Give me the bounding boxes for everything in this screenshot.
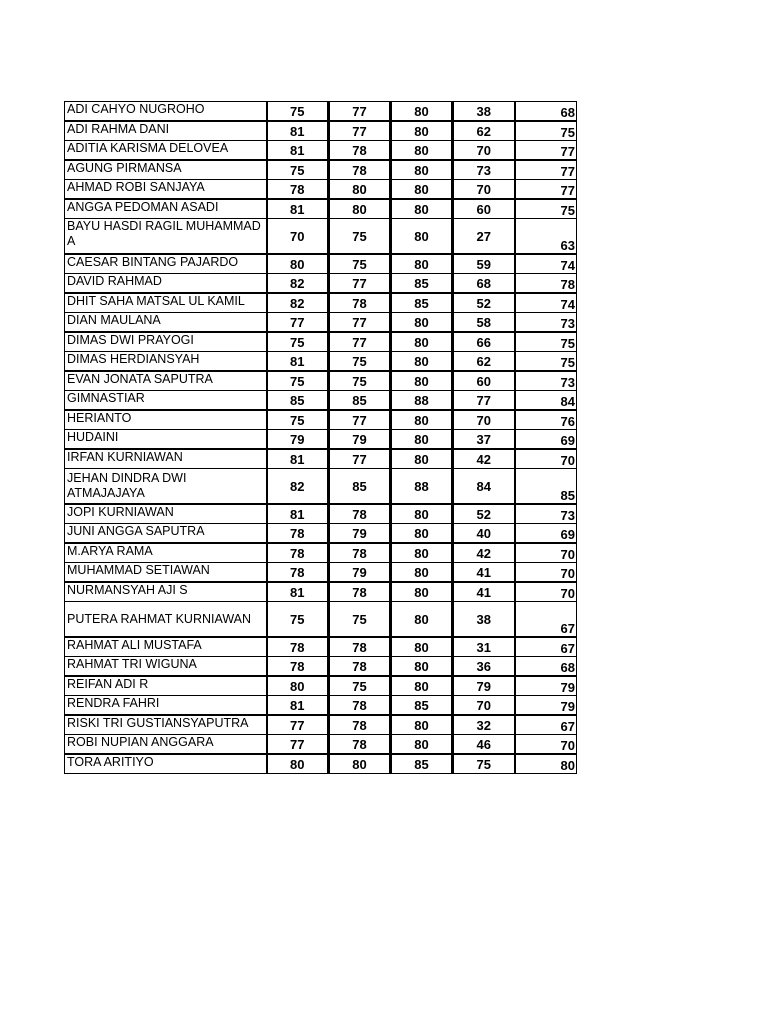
table-row [65, 524, 577, 544]
score-1-cell: 81 [267, 141, 329, 161]
student-name-cell: AGUNG PIRMANSA [65, 160, 267, 180]
final-score-cell: 74 [515, 254, 577, 274]
final-score-cell: 68 [515, 102, 577, 122]
final-score-cell: 70 [515, 582, 577, 602]
final-score-cell: 77 [515, 180, 577, 200]
final-score-cell: 75 [515, 352, 577, 372]
score-4-cell: 70 [453, 696, 515, 716]
score-2-cell: 79 [329, 430, 391, 450]
table-row [65, 141, 577, 161]
score-2-cell: 77 [329, 313, 391, 333]
score-4-cell: 38 [453, 102, 515, 122]
score-2-cell: 79 [329, 524, 391, 544]
score-3-cell: 85 [391, 754, 453, 774]
table-row [65, 274, 577, 294]
score-2-cell: 77 [329, 332, 391, 352]
score-4-cell: 58 [453, 313, 515, 333]
score-4-cell: 42 [453, 449, 515, 469]
table-row [65, 676, 577, 696]
score-1-cell: 77 [267, 735, 329, 755]
student-name-cell: HUDAINI [65, 430, 267, 450]
score-1-cell: 75 [267, 102, 329, 122]
score-4-cell: 41 [453, 563, 515, 583]
student-name-cell: ANGGA PEDOMAN ASADI [65, 199, 267, 219]
student-name-cell: IRFAN KURNIAWAN [65, 449, 267, 469]
score-4-cell: 60 [453, 199, 515, 219]
score-2-cell: 77 [329, 410, 391, 430]
table-row [65, 293, 577, 313]
score-1-cell: 78 [267, 524, 329, 544]
score-3-cell: 80 [391, 102, 453, 122]
score-2-cell: 77 [329, 102, 391, 122]
student-name-cell: DIMAS HERDIANSYAH [65, 352, 267, 372]
final-score-cell: 69 [515, 524, 577, 544]
score-3-cell: 80 [391, 637, 453, 657]
table-row [65, 563, 577, 583]
score-2-cell: 78 [329, 141, 391, 161]
score-2-cell: 75 [329, 219, 391, 255]
score-1-cell: 85 [267, 391, 329, 411]
final-score-cell: 75 [515, 332, 577, 352]
score-4-cell: 46 [453, 735, 515, 755]
student-name-cell: AHMAD ROBI SANJAYA [65, 180, 267, 200]
table-row [65, 102, 577, 122]
score-2-cell: 77 [329, 449, 391, 469]
score-4-cell: 36 [453, 657, 515, 677]
score-3-cell: 80 [391, 160, 453, 180]
score-1-cell: 81 [267, 199, 329, 219]
student-name-cell: TORA ARITIYO [65, 754, 267, 774]
score-2-cell: 75 [329, 371, 391, 391]
score-3-cell: 80 [391, 371, 453, 391]
score-2-cell: 75 [329, 352, 391, 372]
final-score-cell: 75 [515, 121, 577, 141]
score-3-cell: 80 [391, 676, 453, 696]
score-1-cell: 82 [267, 469, 329, 505]
score-4-cell: 42 [453, 543, 515, 563]
student-name-cell: ADI CAHYO NUGROHO [65, 102, 267, 122]
table-row [65, 504, 577, 524]
score-1-cell: 75 [267, 332, 329, 352]
score-2-cell: 80 [329, 199, 391, 219]
student-name-cell: ADITIA KARISMA DELOVEA [65, 141, 267, 161]
score-3-cell: 80 [391, 121, 453, 141]
score-3-cell: 80 [391, 180, 453, 200]
score-2-cell: 80 [329, 180, 391, 200]
score-1-cell: 75 [267, 602, 329, 638]
score-1-cell: 80 [267, 754, 329, 774]
score-1-cell: 78 [267, 563, 329, 583]
score-1-cell: 81 [267, 449, 329, 469]
table-row [65, 696, 577, 716]
final-score-cell: 69 [515, 430, 577, 450]
score-3-cell: 80 [391, 563, 453, 583]
score-4-cell: 79 [453, 676, 515, 696]
final-score-cell: 67 [515, 602, 577, 638]
score-3-cell: 80 [391, 735, 453, 755]
score-1-cell: 70 [267, 219, 329, 255]
table-row [65, 657, 577, 677]
table-row [65, 391, 577, 411]
score-4-cell: 32 [453, 715, 515, 735]
score-3-cell: 80 [391, 410, 453, 430]
score-3-cell: 80 [391, 602, 453, 638]
final-score-cell: 74 [515, 293, 577, 313]
table-row [65, 410, 577, 430]
student-name-cell: JEHAN DINDRA DWI ATMAJAJAYA [65, 469, 267, 505]
score-4-cell: 52 [453, 293, 515, 313]
student-name-cell: RAHMAT TRI WIGUNA [65, 657, 267, 677]
final-score-cell: 78 [515, 274, 577, 294]
score-2-cell: 75 [329, 602, 391, 638]
score-2-cell: 78 [329, 657, 391, 677]
final-score-cell: 79 [515, 696, 577, 716]
final-score-cell: 73 [515, 313, 577, 333]
score-2-cell: 77 [329, 121, 391, 141]
table-row [65, 313, 577, 333]
score-1-cell: 80 [267, 254, 329, 274]
score-1-cell: 81 [267, 696, 329, 716]
score-3-cell: 85 [391, 696, 453, 716]
score-2-cell: 78 [329, 735, 391, 755]
score-2-cell: 80 [329, 754, 391, 774]
table-row [65, 199, 577, 219]
student-name-cell: CAESAR BINTANG PAJARDO [65, 254, 267, 274]
final-score-cell: 80 [515, 754, 577, 774]
score-2-cell: 85 [329, 469, 391, 505]
score-3-cell: 80 [391, 524, 453, 544]
final-score-cell: 77 [515, 160, 577, 180]
table-row [65, 582, 577, 602]
table-row [65, 754, 577, 774]
score-1-cell: 77 [267, 313, 329, 333]
table-row [65, 543, 577, 563]
score-4-cell: 62 [453, 121, 515, 141]
student-name-cell: RAHMAT ALI MUSTAFA [65, 637, 267, 657]
score-1-cell: 82 [267, 274, 329, 294]
final-score-cell: 75 [515, 199, 577, 219]
score-3-cell: 80 [391, 430, 453, 450]
score-3-cell: 80 [391, 332, 453, 352]
score-2-cell: 78 [329, 293, 391, 313]
score-1-cell: 80 [267, 676, 329, 696]
table-row [65, 121, 577, 141]
student-name-cell: DIAN MAULANA [65, 313, 267, 333]
score-1-cell: 81 [267, 504, 329, 524]
student-name-cell: JUNI ANGGA SAPUTRA [65, 524, 267, 544]
score-4-cell: 77 [453, 391, 515, 411]
score-3-cell: 80 [391, 352, 453, 372]
score-2-cell: 77 [329, 274, 391, 294]
score-1-cell: 81 [267, 582, 329, 602]
score-2-cell: 75 [329, 254, 391, 274]
student-name-cell: RENDRA FAHRI [65, 696, 267, 716]
student-name-cell: DHIT SAHA MATSAL UL KAMIL [65, 293, 267, 313]
table-row [65, 449, 577, 469]
student-name-cell: M.ARYA RAMA [65, 543, 267, 563]
score-1-cell: 75 [267, 410, 329, 430]
student-name-cell: ROBI NUPIAN ANGGARA [65, 735, 267, 755]
table-row [65, 735, 577, 755]
score-3-cell: 88 [391, 391, 453, 411]
final-score-cell: 73 [515, 371, 577, 391]
score-4-cell: 70 [453, 141, 515, 161]
score-3-cell: 88 [391, 469, 453, 505]
score-2-cell: 79 [329, 563, 391, 583]
score-4-cell: 66 [453, 332, 515, 352]
score-1-cell: 78 [267, 637, 329, 657]
score-4-cell: 41 [453, 582, 515, 602]
student-name-cell: PUTERA RAHMAT KURNIAWAN [65, 602, 267, 638]
score-2-cell: 78 [329, 637, 391, 657]
score-4-cell: 68 [453, 274, 515, 294]
table-row [65, 352, 577, 372]
table-row [65, 254, 577, 274]
score-4-cell: 70 [453, 180, 515, 200]
table-row [65, 160, 577, 180]
table-row [65, 180, 577, 200]
final-score-cell: 70 [515, 563, 577, 583]
final-score-cell: 68 [515, 657, 577, 677]
score-4-cell: 27 [453, 219, 515, 255]
table-row [65, 469, 577, 505]
score-4-cell: 40 [453, 524, 515, 544]
student-name-cell: REIFAN ADI R [65, 676, 267, 696]
student-name-cell: DAVID RAHMAD [65, 274, 267, 294]
score-2-cell: 78 [329, 696, 391, 716]
score-4-cell: 37 [453, 430, 515, 450]
score-1-cell: 78 [267, 180, 329, 200]
final-score-cell: 85 [515, 469, 577, 505]
score-3-cell: 80 [391, 715, 453, 735]
score-4-cell: 52 [453, 504, 515, 524]
score-1-cell: 75 [267, 160, 329, 180]
score-3-cell: 85 [391, 274, 453, 294]
student-name-cell: EVAN JONATA SAPUTRA [65, 371, 267, 391]
score-4-cell: 62 [453, 352, 515, 372]
score-4-cell: 59 [453, 254, 515, 274]
table-row [65, 602, 577, 638]
table-row [65, 715, 577, 735]
final-score-cell: 67 [515, 715, 577, 735]
student-name-cell: GIMNASTIAR [65, 391, 267, 411]
student-name-cell: BAYU HASDI RAGIL MUHAMMAD A [65, 219, 267, 255]
final-score-cell: 84 [515, 391, 577, 411]
table-row [65, 371, 577, 391]
score-2-cell: 85 [329, 391, 391, 411]
student-name-cell: MUHAMMAD SETIAWAN [65, 563, 267, 583]
score-3-cell: 80 [391, 504, 453, 524]
score-4-cell: 70 [453, 410, 515, 430]
score-3-cell: 85 [391, 293, 453, 313]
score-3-cell: 80 [391, 657, 453, 677]
score-1-cell: 78 [267, 543, 329, 563]
final-score-cell: 63 [515, 219, 577, 255]
final-score-cell: 76 [515, 410, 577, 430]
score-table-body [65, 102, 577, 774]
score-1-cell: 78 [267, 657, 329, 677]
student-name-cell: DIMAS DWI PRAYOGI [65, 332, 267, 352]
student-name-cell: RISKI TRI GUSTIANSYAPUTRA [65, 715, 267, 735]
score-4-cell: 84 [453, 469, 515, 505]
score-3-cell: 80 [391, 199, 453, 219]
score-3-cell: 80 [391, 582, 453, 602]
score-4-cell: 73 [453, 160, 515, 180]
score-4-cell: 31 [453, 637, 515, 657]
score-2-cell: 78 [329, 504, 391, 524]
score-table [64, 101, 577, 774]
score-3-cell: 80 [391, 254, 453, 274]
score-1-cell: 75 [267, 371, 329, 391]
final-score-cell: 70 [515, 735, 577, 755]
score-1-cell: 77 [267, 715, 329, 735]
score-3-cell: 80 [391, 219, 453, 255]
score-4-cell: 75 [453, 754, 515, 774]
score-4-cell: 60 [453, 371, 515, 391]
score-1-cell: 81 [267, 121, 329, 141]
score-2-cell: 78 [329, 582, 391, 602]
score-1-cell: 79 [267, 430, 329, 450]
final-score-cell: 79 [515, 676, 577, 696]
student-name-cell: HERIANTO [65, 410, 267, 430]
final-score-cell: 67 [515, 637, 577, 657]
table-row [65, 637, 577, 657]
score-3-cell: 80 [391, 141, 453, 161]
score-2-cell: 78 [329, 160, 391, 180]
score-2-cell: 78 [329, 543, 391, 563]
table-row [65, 430, 577, 450]
final-score-cell: 73 [515, 504, 577, 524]
score-3-cell: 80 [391, 543, 453, 563]
final-score-cell: 70 [515, 543, 577, 563]
score-3-cell: 80 [391, 313, 453, 333]
table-row [65, 332, 577, 352]
student-name-cell: ADI RAHMA DANI [65, 121, 267, 141]
student-name-cell: JOPI KURNIAWAN [65, 504, 267, 524]
score-2-cell: 75 [329, 676, 391, 696]
score-1-cell: 81 [267, 352, 329, 372]
final-score-cell: 70 [515, 449, 577, 469]
score-3-cell: 80 [391, 449, 453, 469]
student-name-cell: NURMANSYAH AJI S [65, 582, 267, 602]
score-4-cell: 38 [453, 602, 515, 638]
table-row [65, 219, 577, 255]
score-1-cell: 82 [267, 293, 329, 313]
score-2-cell: 78 [329, 715, 391, 735]
final-score-cell: 77 [515, 141, 577, 161]
